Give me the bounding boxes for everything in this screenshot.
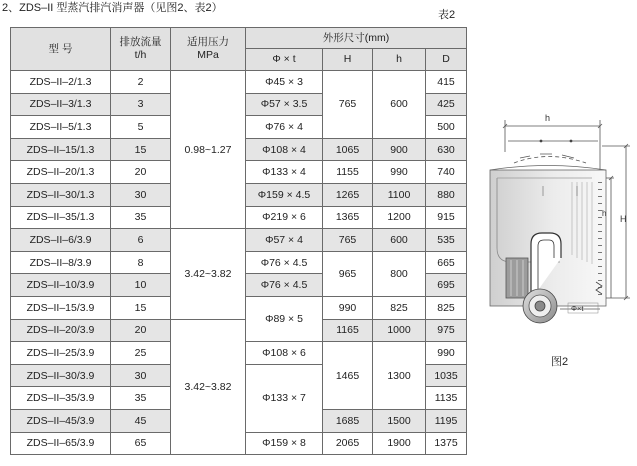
cell-h: 1300 <box>373 342 426 410</box>
cell-D: 880 <box>426 183 467 206</box>
cell-D: 975 <box>426 319 467 342</box>
cell-h: 800 <box>373 251 426 296</box>
cell-D: 1035 <box>426 364 467 387</box>
table-label: 表2 <box>438 9 456 21</box>
cell-phi-t: Φ108 × 4 <box>246 138 323 161</box>
cell-h: 825 <box>373 296 426 319</box>
header-pressure-label: 适用压力 <box>187 36 229 48</box>
section-title: 2、ZDS–II 型蒸汽排汽消声器（见图2、表2） <box>2 2 223 14</box>
cell-phi-t: Φ45 × 3 <box>246 71 323 94</box>
cell-model: ZDS–II–3/1.3 <box>11 93 111 116</box>
cell-H: 1165 <box>323 319 373 342</box>
cell-pressure: 3.42~3.82 <box>171 319 246 455</box>
cell-model: ZDS–II–6/3.9 <box>11 229 111 252</box>
spec-table <box>10 27 467 455</box>
cell-h: 600 <box>373 229 426 252</box>
cell-D: 1135 <box>426 387 467 410</box>
header-H: H <box>323 49 373 71</box>
header-model: 型 号 <box>11 28 111 71</box>
cell-flow: 20 <box>111 161 171 184</box>
cell-phi-t: Φ76 × 4.5 <box>246 251 323 274</box>
top-dimension-line <box>503 120 602 170</box>
cell-h: 600 <box>373 71 426 139</box>
cell-model: ZDS–II–65/3.9 <box>11 432 111 455</box>
cell-pressure: 0.98~1.27 <box>171 71 246 229</box>
cell-phi-t: Φ159 × 8 <box>246 432 323 455</box>
cell-phi-t: Φ108 × 6 <box>246 342 323 365</box>
cell-h: 1200 <box>373 206 426 229</box>
cell-phi-t: Φ159 × 4.5 <box>246 183 323 206</box>
cell-flow: 6 <box>111 229 171 252</box>
cell-phi-t: Φ219 × 6 <box>246 206 323 229</box>
cell-flow: 35 <box>111 387 171 410</box>
support-block <box>506 258 528 298</box>
header-D: D <box>426 49 467 71</box>
cell-h: 990 <box>373 161 426 184</box>
cell-flow: 5 <box>111 116 171 139</box>
cell-H: 1685 <box>323 409 373 432</box>
cell-phi-t: Φ57 × 4 <box>246 229 323 252</box>
cell-model: ZDS–II–8/3.9 <box>11 251 111 274</box>
cell-D: 990 <box>426 342 467 365</box>
cell-H: 965 <box>323 251 373 296</box>
table-row <box>11 229 467 252</box>
cell-h: 900 <box>373 138 426 161</box>
height-H-label: H <box>620 214 627 224</box>
cell-H: 1065 <box>323 138 373 161</box>
header-flow-unit: t/h <box>134 49 147 61</box>
cell-h: 1100 <box>373 183 426 206</box>
cell-model: ZDS–II–35/3.9 <box>11 387 111 410</box>
cell-model: ZDS–II–45/3.9 <box>11 409 111 432</box>
cell-model: ZDS–II–35/1.3 <box>11 206 111 229</box>
header-flow-label: 排放流量 <box>119 36 162 48</box>
figure-caption: 图2 <box>551 356 569 368</box>
cell-flow: 20 <box>111 319 171 342</box>
top-dimension-label: h <box>545 113 551 123</box>
cell-H: 2065 <box>323 432 373 455</box>
cell-model: ZDS–II–20/1.3 <box>11 161 111 184</box>
cell-phi-t: Φ133 × 7 <box>246 364 323 432</box>
cap-guide-line <box>508 140 598 143</box>
cell-model: ZDS–II–15/3.9 <box>11 296 111 319</box>
cell-H: 1365 <box>323 206 373 229</box>
cell-flow: 15 <box>111 138 171 161</box>
header-phi-t: Φ × t <box>246 49 323 71</box>
cell-model: ZDS–II–25/3.9 <box>11 342 111 365</box>
cell-model: ZDS–II–2/1.3 <box>11 71 111 94</box>
cell-D: 1195 <box>426 409 467 432</box>
cell-H: 990 <box>323 296 373 319</box>
cell-D: 825 <box>426 296 467 319</box>
cell-h: 1000 <box>373 319 426 342</box>
cell-flow: 25 <box>111 342 171 365</box>
cell-D: 740 <box>426 161 467 184</box>
header-dimensions: 外形尺寸(mm) <box>246 28 467 49</box>
header-row <box>11 28 467 49</box>
height-h-label: h <box>602 209 607 218</box>
cell-D: 665 <box>426 251 467 274</box>
cell-flow: 65 <box>111 432 171 455</box>
cell-model: ZDS–II–30/1.3 <box>11 183 111 206</box>
cell-H: 1265 <box>323 183 373 206</box>
header-flow <box>111 28 171 71</box>
cell-phi-t: Φ133 × 4 <box>246 161 323 184</box>
flange <box>523 289 557 323</box>
cell-D: 630 <box>426 138 467 161</box>
cell-flow: 30 <box>111 183 171 206</box>
cell-D: 425 <box>426 93 467 116</box>
cell-model: ZDS–II–20/3.9 <box>11 319 111 342</box>
cell-H: 1155 <box>323 161 373 184</box>
cell-model: ZDS–II–5/1.3 <box>11 116 111 139</box>
pipe-size-label: Φ×t <box>571 304 584 313</box>
header-pressure <box>171 28 246 71</box>
cell-flow: 15 <box>111 296 171 319</box>
cell-h: 1900 <box>373 432 426 455</box>
table-row <box>11 71 467 94</box>
cell-model: ZDS–II–10/3.9 <box>11 274 111 297</box>
cell-D: 1375 <box>426 432 467 455</box>
cell-model: ZDS–II–30/3.9 <box>11 364 111 387</box>
cell-phi-t: Φ89 × 5 <box>246 296 323 341</box>
cell-H: 765 <box>323 71 373 139</box>
silencer-drawing <box>480 100 637 350</box>
cell-phi-t: Φ57 × 3.5 <box>246 93 323 116</box>
cell-h: 1500 <box>373 409 426 432</box>
cell-flow: 8 <box>111 251 171 274</box>
cell-phi-t: Φ76 × 4 <box>246 116 323 139</box>
cell-pressure: 3.42~3.82 <box>171 229 246 319</box>
cell-D: 535 <box>426 229 467 252</box>
cell-flow: 45 <box>111 409 171 432</box>
cell-flow: 3 <box>111 93 171 116</box>
header-h: h <box>373 49 426 71</box>
cell-phi-t: Φ76 × 4.5 <box>246 274 323 297</box>
cell-flow: 2 <box>111 71 171 94</box>
cell-D: 415 <box>426 71 467 94</box>
cell-flow: 30 <box>111 364 171 387</box>
cell-D: 695 <box>426 274 467 297</box>
cap-outline <box>514 154 586 163</box>
cell-D: 915 <box>426 206 467 229</box>
cell-flow: 35 <box>111 206 171 229</box>
table-row <box>11 319 467 342</box>
header-pressure-unit: MPa <box>197 49 219 61</box>
cell-H: 1465 <box>323 342 373 410</box>
cell-D: 500 <box>426 116 467 139</box>
height-h-dimension <box>606 176 614 298</box>
cell-flow: 10 <box>111 274 171 297</box>
cell-H: 765 <box>323 229 373 252</box>
cell-model: ZDS–II–15/1.3 <box>11 138 111 161</box>
